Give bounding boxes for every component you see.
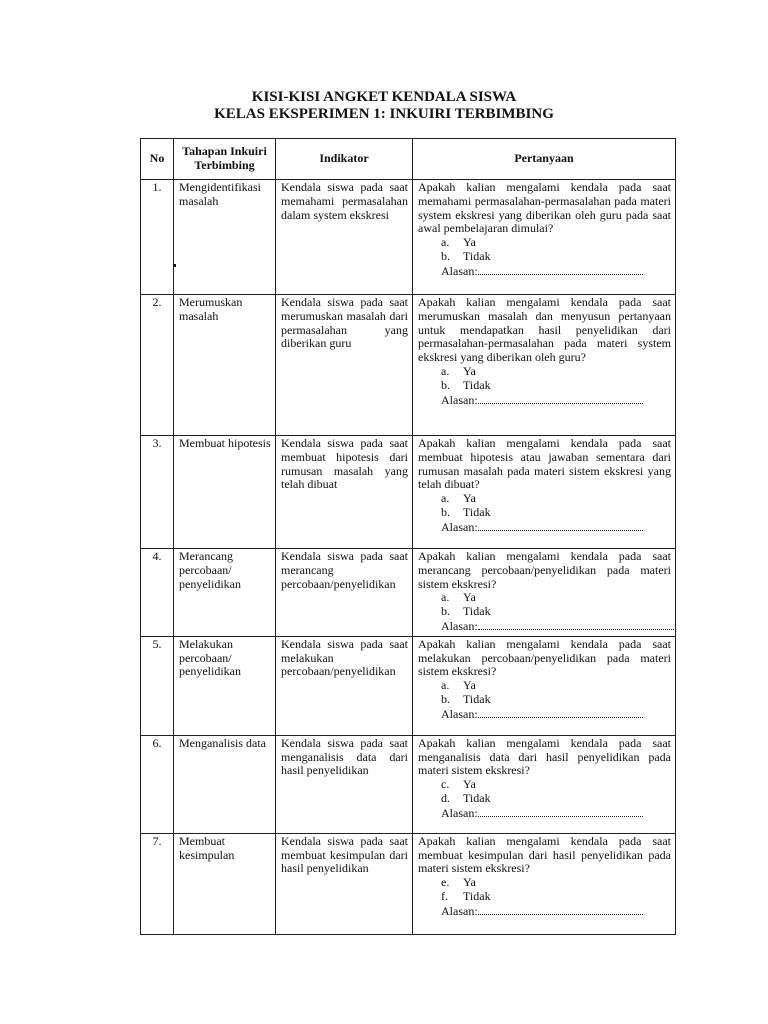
row-pertanyaan	[413, 735, 676, 833]
alasan-line: Alasan:	[418, 264, 671, 279]
option-ya: a. Ya	[441, 363, 476, 378]
row-pertanyaan	[413, 180, 676, 295]
option-tidak: b. Tidak	[441, 691, 491, 706]
option-tidak: f. Tidak	[441, 888, 491, 903]
option-ya: a. Ya	[441, 678, 476, 693]
row-no: 4.	[141, 549, 174, 637]
question-text: Apakah kalian mengalami kendala pada saat membuat hipotesis atau jawaban sementara dari rumusan masalah pada materi sistem ekskresi yang telah dibuat?	[418, 436, 671, 492]
document-title: KISI-KISI ANGKET KENDALA SISWA	[251, 89, 517, 105]
option-tidak: b. Tidak	[441, 604, 491, 619]
row-indikator: Kendala siswa pada saat membuat hipotesis dari rumusan masalah yang telah dibuat	[276, 436, 413, 549]
header-no: No	[141, 139, 174, 180]
row-no: 5.	[141, 636, 174, 735]
row-pertanyaan	[413, 549, 676, 637]
option-ya: e. Ya	[441, 875, 476, 890]
alasan-line: Alasan:	[418, 393, 671, 408]
row-pertanyaan	[413, 636, 676, 735]
option-ya: a. Ya	[441, 235, 476, 250]
question-text: Apakah kalian mengalami kendala pada saat memahami permasalahan-permasalahan pada materi system ekskresi yang diberikan oleh guru pada saat awal pembelajaran dimulai?	[418, 180, 671, 236]
option-ya: c. Ya	[441, 777, 476, 792]
table-row	[141, 735, 676, 833]
row-tahapan: Mengidentifikasi masalah	[174, 180, 276, 295]
row-tahapan: Menganalisis data	[174, 735, 276, 833]
row-tahapan: Membuat hipotesis	[174, 436, 276, 549]
row-no: 1.	[141, 180, 174, 295]
row-tahapan: Melakukan percobaan/ penyelidikan	[174, 636, 276, 735]
row-indikator: Kendala siswa pada saat melakukan percobaan/penyelidikan	[276, 636, 413, 735]
table-row	[141, 833, 676, 934]
table-header-row	[141, 139, 676, 180]
row-pertanyaan	[413, 436, 676, 549]
row-indikator: Kendala siswa pada saat membuat kesimpulan dari hasil penyelidikan	[276, 833, 413, 934]
question-text: Apakah kalian mengalami kendala pada saat menganalisis data dari hasil penyelidikan pada materi sistem ekskresi?	[418, 735, 671, 778]
row-tahapan: Merumuskan masalah	[174, 295, 276, 436]
row-indikator: Kendala siswa pada saat merancang percobaan/penyelidikan	[276, 549, 413, 637]
row-tahapan: Membuat kesimpulan	[174, 833, 276, 934]
row-no: 3.	[141, 436, 174, 549]
option-ya: a. Ya	[441, 491, 476, 506]
option-ya: a. Ya	[441, 590, 476, 605]
option-tidak: b. Tidak	[441, 377, 491, 392]
table-row	[141, 295, 676, 436]
row-indikator: Kendala siswa pada saat menganalisis data dari hasil penyelidikan	[276, 735, 413, 833]
header-tahapan: Tahapan Inkuiri Terbimbing	[174, 139, 276, 180]
header-indikator: Indikator	[276, 139, 413, 180]
row-no: 2.	[141, 295, 174, 436]
row-indikator: Kendala siswa pada saat memahami permasalahan dalam system ekskresi	[276, 180, 413, 295]
alasan-line: Alasan:	[418, 707, 671, 722]
alasan-line: Alasan:	[418, 619, 671, 634]
question-text: Apakah kalian mengalami kendala pada saat membuat kesimpulan dari hasil penyelidikan pada materi sistem ekskresi?	[418, 833, 671, 876]
question-text: Apakah kalian mengalami kendala pada saat merumuskan masalah dan menyusun pertanyaan untuk mendapatkan hasil penyelidikan dari permasalahan-permasalahan pada materi system ekskresi yang diberikan oleh guru?	[418, 295, 671, 365]
alasan-line: Alasan:	[418, 904, 671, 919]
row-tahapan: Merancang percobaan/ penyelidikan	[174, 549, 276, 637]
question-text: Apakah kalian mengalami kendala pada saat melakukan percobaan/penyelidikan pada materi sistem ekskresi?	[418, 636, 671, 679]
table-row	[141, 636, 676, 735]
row-no: 7.	[141, 833, 174, 934]
row-pertanyaan	[413, 295, 676, 436]
table-row	[141, 549, 676, 637]
document-subtitle: KELAS EKSPERIMEN 1: INKUIRI TERBIMBING	[214, 106, 554, 122]
row-no: 6.	[141, 735, 174, 833]
question-text: Apakah kalian mengalami kendala pada saat merancang percobaan/penyelidikan pada materi sistem ekskresi?	[418, 549, 671, 591]
option-tidak: b. Tidak	[441, 248, 491, 263]
stray-dot-mark	[173, 264, 176, 267]
alasan-line: Alasan:	[418, 806, 671, 821]
header-pertanyaan: Pertanyaan	[413, 139, 676, 180]
table-row	[141, 180, 676, 295]
table-row	[141, 436, 676, 549]
alasan-line: Alasan:	[418, 520, 671, 535]
row-pertanyaan	[413, 833, 676, 934]
kisi-kisi-table	[140, 138, 676, 935]
option-tidak: d. Tidak	[441, 790, 491, 805]
option-tidak: b. Tidak	[441, 504, 491, 519]
row-indikator: Kendala siswa pada saat merumuskan masalah dari permasalahan yang diberikan guru	[276, 295, 413, 436]
